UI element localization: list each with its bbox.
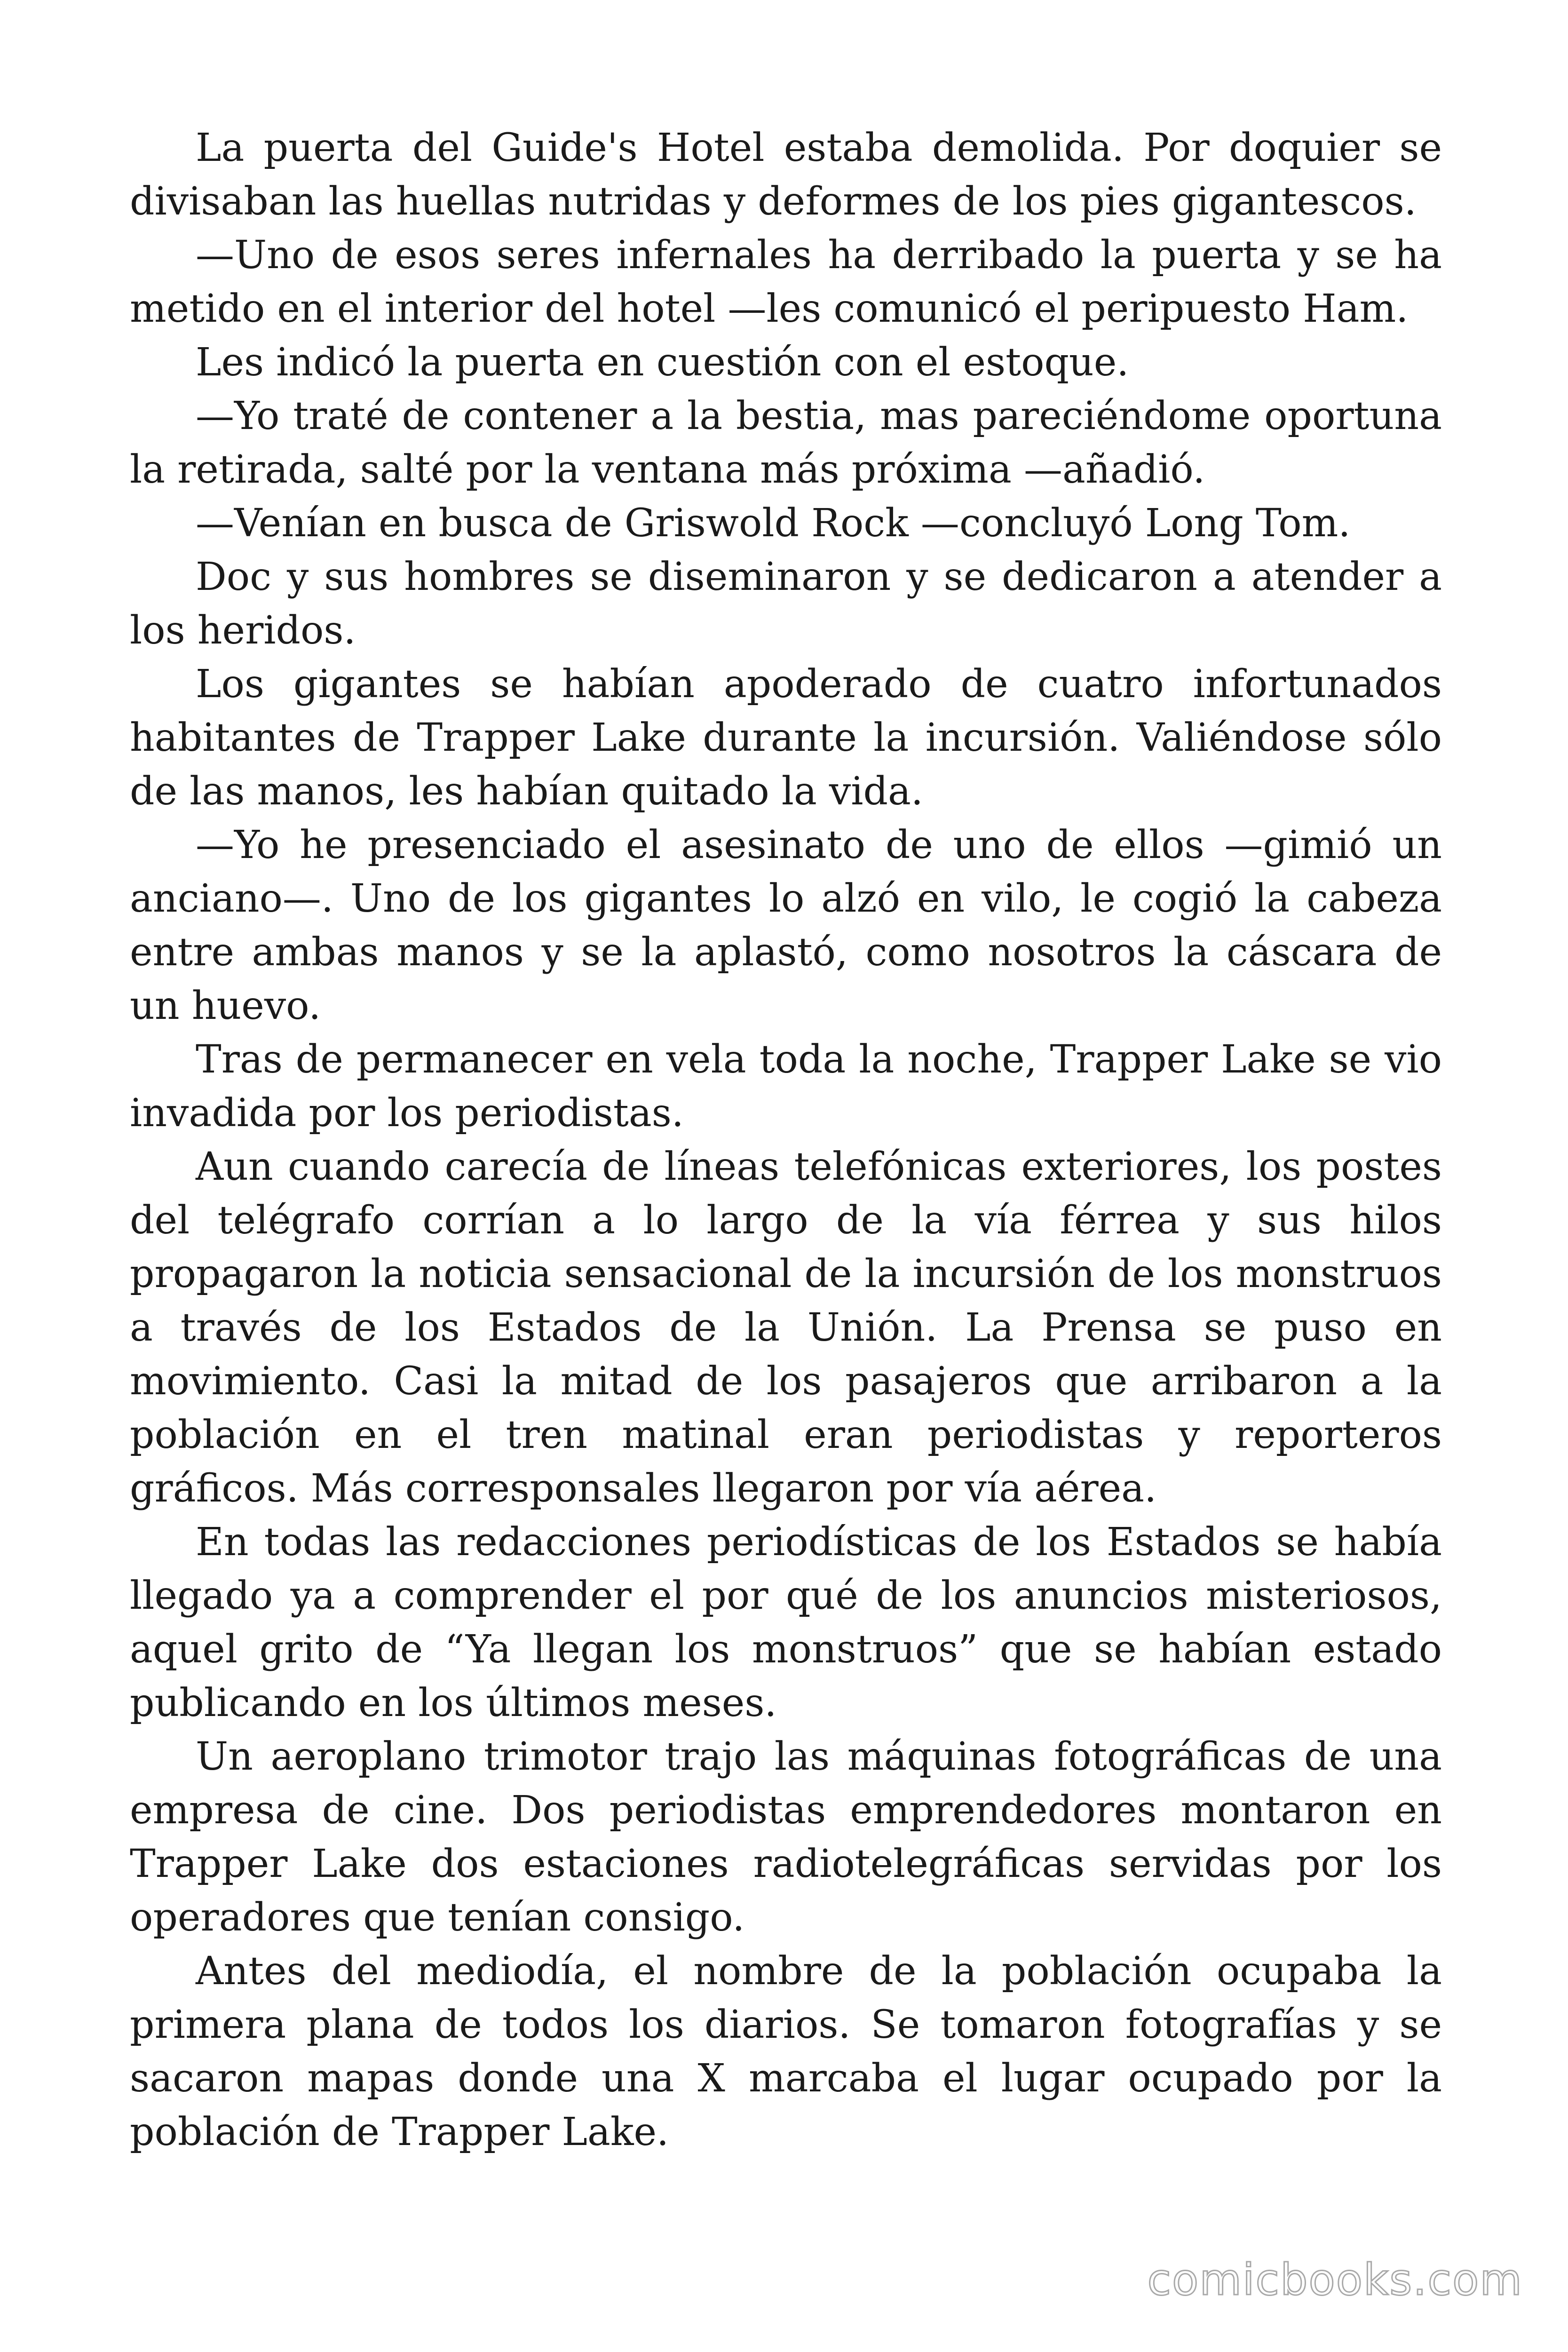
paragraph: —Yo he presenciado el asesinato de uno de ellos —gimió un anciano—. Uno de los gigantes lo alzó en vilo, le cogió la cabeza entre ambas manos y se la aplastó, como nosotros la cáscara de un huevo.	[130, 823, 1442, 1028]
paragraph: —Venían en busca de Griswold Rock —concluyó Long Tom.	[196, 501, 1351, 546]
paragraph: —Uno de esos seres infernales ha derribado la puerta y se ha metido en el interior del hotel —les comunicó el peripuesto Ham.	[130, 233, 1442, 331]
paragraph: Les indicó la puerta en cuestión con el estoque.	[196, 340, 1129, 385]
paragraph: —Yo traté de contener a la bestia, mas pareciéndome oportuna la retirada, salté por la ventana más próxima —añadió.	[130, 394, 1442, 492]
page-body	[130, 121, 1442, 2159]
paragraph: En todas las redacciones periodísticas de los Estados se había llegado ya a comprender el por qué de los anuncios misteriosos, aquel grito de “Ya llegan los monstruos” que se habían estado publicando en los últimos meses.	[130, 1520, 1442, 1725]
paragraph: Los gigantes se habían apoderado de cuatro infortunados habitantes de Trapper Lake durante la incursión. Valiéndose sólo de las manos, les habían quitado la vida.	[130, 662, 1442, 814]
paragraph: Aun cuando carecía de líneas telefónicas exteriores, los postes del telégrafo corrían a lo largo de la vía férrea y sus hilos propagaron la noticia sensacional de la incursión de los monstruos a través de los Estados de la Unión. La Prensa se puso en movimiento. Casi la mitad de los pasajeros que arribaron a la población en el tren matinal eran periodistas y reporteros gráficos. Más corresponsales llegaron por vía aérea.	[130, 1144, 1442, 1511]
paragraph: La puerta del Guide's Hotel estaba demolida. Por doquier se divisaban las huellas nutridas y deformes de los pies gigantescos.	[130, 126, 1442, 224]
paragraph: Antes del mediodía, el nombre de la población ocupaba la primera plana de todos los diarios. Se tomaron fotografías y se sacaron mapas donde una X marcaba el lugar ocupado por la población de Trapper Lake.	[130, 1949, 1442, 2154]
paragraph: Un aeroplano trimotor trajo las máquinas fotográficas de una empresa de cine. Dos periodistas emprendedores montaron en Trapper Lake dos estaciones radiotelegráficas servidas por los operadores que tenían consigo.	[130, 1734, 1442, 1940]
paragraph: Doc y sus hombres se diseminaron y se dedicaron a atender a los heridos.	[130, 555, 1442, 653]
watermark: comicbooks.com	[1147, 2255, 1523, 2305]
paragraph: Tras de permanecer en vela toda la noche, Trapper Lake se vio invadida por los periodistas.	[130, 1037, 1442, 1136]
